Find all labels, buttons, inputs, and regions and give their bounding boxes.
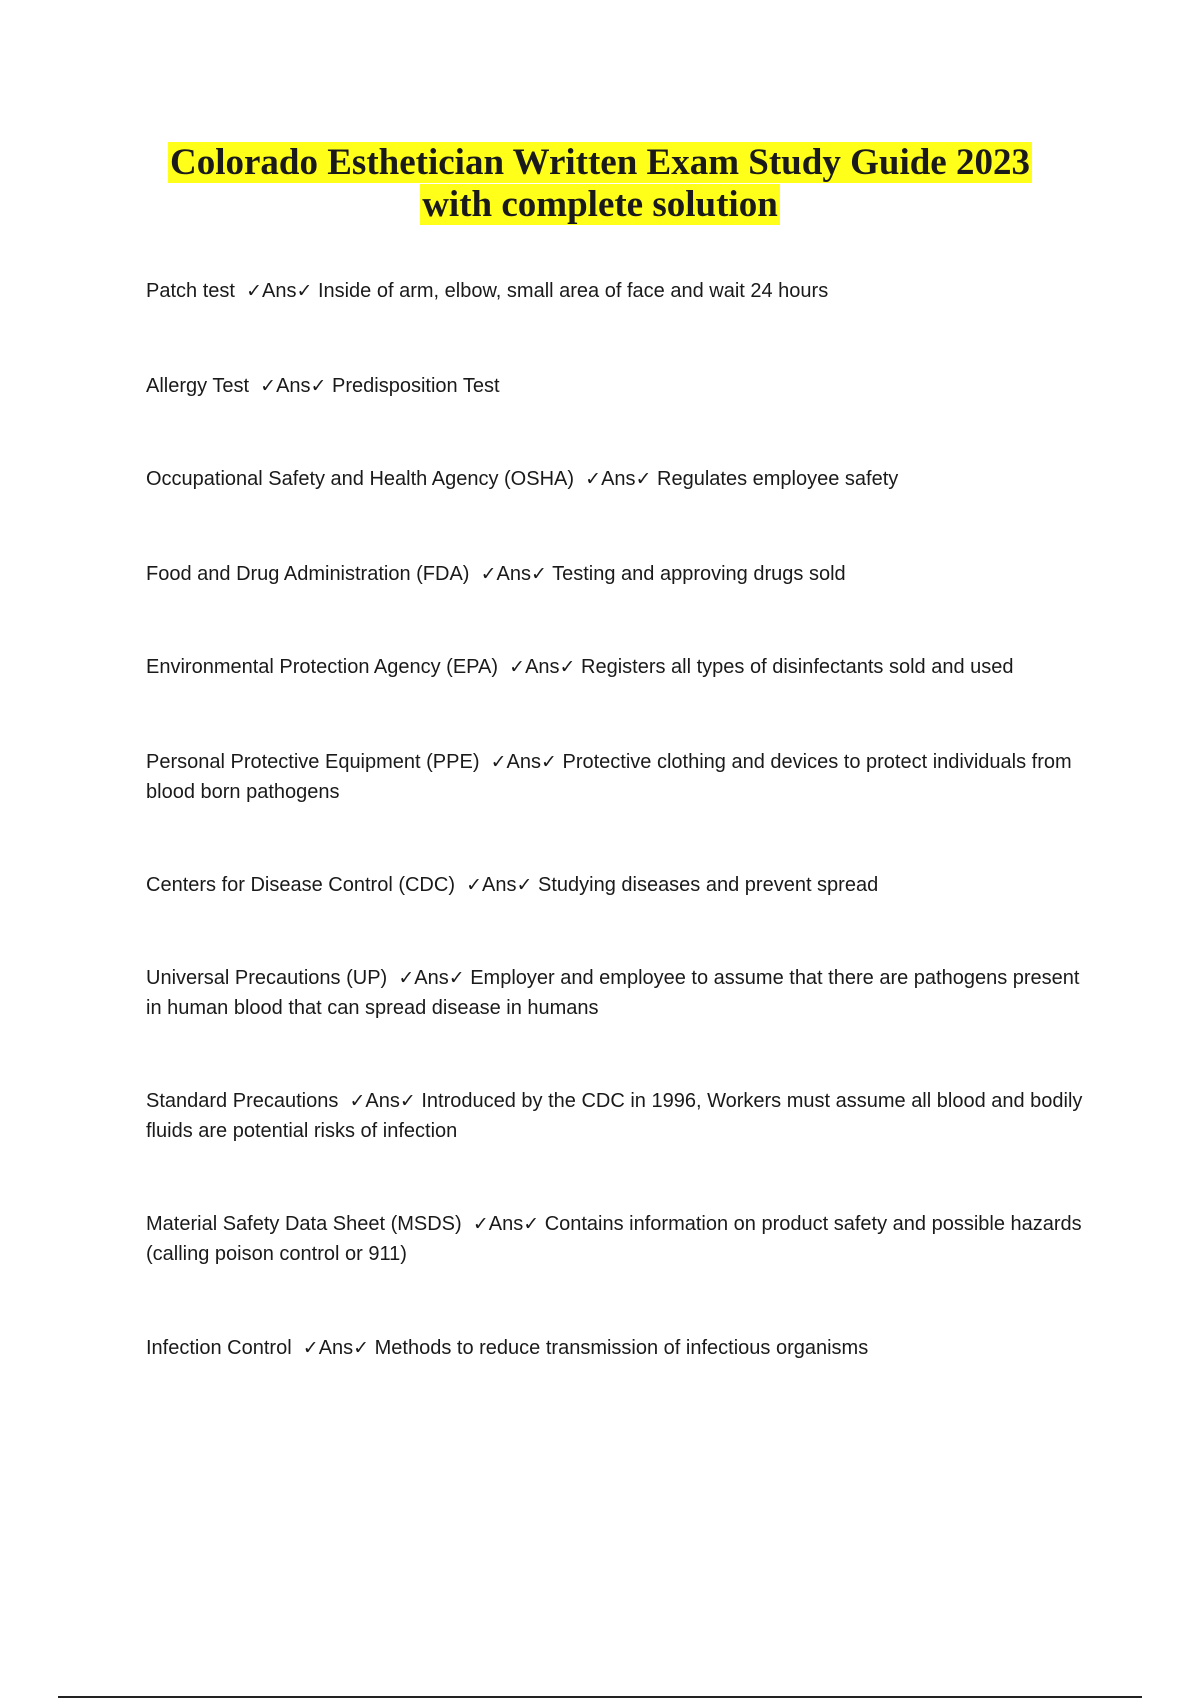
qa-answer: Introduced by the CDC in 1996, Workers must assume all blood and bodily fluids are potential risks of infection: [146, 1090, 1083, 1142]
answer-marker: Ans: [506, 751, 542, 773]
qa-item: [146, 1209, 1096, 1269]
check-icon: ✓: [398, 967, 415, 989]
title-line-1: Colorado Esthetician Written Exam Study Guide 2023: [170, 142, 1030, 183]
qa-answer: Studying diseases and prevent spread: [537, 874, 879, 896]
check-icon: ✓: [530, 563, 547, 585]
answer-marker: Ans: [276, 375, 311, 397]
check-icon: ✓: [523, 1213, 540, 1235]
check-icon: ✓: [490, 751, 507, 773]
qa-term: Centers for Disease Control (CDC): [146, 874, 455, 896]
check-icon: ✓: [480, 563, 497, 585]
qa-term: Universal Precautions (UP): [146, 967, 388, 989]
answer-marker: Ans: [414, 967, 449, 989]
qa-item: [146, 559, 1096, 589]
qa-answer: Registers all types of disinfectants sold and used: [581, 656, 1014, 678]
check-icon: ✓: [260, 375, 277, 397]
qa-item: [146, 747, 1096, 807]
qa-item: [146, 870, 1096, 900]
qa-term: Allergy Test: [146, 375, 250, 397]
check-icon: ✓: [296, 280, 313, 302]
qa-term: Personal Protective Equipment (PPE): [146, 751, 480, 773]
document-title: [100, 142, 1100, 226]
qa-item: [146, 1333, 1096, 1363]
qa-item: [146, 371, 1096, 401]
answer-marker: Ans: [601, 468, 636, 490]
qa-answer: Employer and employee to assume that there are pathogens present in human blood that can spread disease in humans: [146, 967, 1080, 1019]
check-icon: ✓: [302, 1337, 319, 1359]
check-icon: ✓: [349, 1090, 366, 1112]
check-icon: ✓: [399, 1090, 416, 1112]
check-icon: ✓: [516, 874, 533, 896]
answer-marker: Ans: [525, 656, 560, 678]
qa-answer: Protective clothing and devices to protect individuals from blood born pathogens: [146, 751, 1072, 803]
qa-term: Food and Drug Administration (FDA): [146, 563, 470, 585]
qa-item: [146, 963, 1096, 1023]
qa-answer: Testing and approving drugs sold: [552, 563, 846, 585]
check-icon: ✓: [472, 1213, 489, 1235]
qa-item: [146, 276, 1096, 306]
qa-answer: Contains information on product safety and possible hazards (calling poison control or 911): [146, 1213, 1082, 1265]
title-line-2: with complete solution: [422, 184, 778, 225]
page-bottom-rule: [58, 1696, 1142, 1698]
answer-marker: Ans: [496, 563, 531, 585]
check-icon: ✓: [509, 656, 526, 678]
check-icon: ✓: [585, 468, 602, 490]
check-icon: ✓: [353, 1337, 370, 1359]
qa-answer: Predisposition Test: [332, 375, 500, 397]
qa-term: Material Safety Data Sheet (MSDS): [146, 1213, 462, 1235]
check-icon: ✓: [310, 375, 327, 397]
qa-item: [146, 464, 1096, 494]
qa-term: Patch test: [146, 280, 235, 302]
qa-answer: Inside of arm, elbow, small area of face and wait 24 hours: [317, 280, 829, 302]
answer-marker: Ans: [261, 280, 297, 302]
qa-term: Environmental Protection Agency (EPA): [146, 656, 499, 678]
answer-marker: Ans: [365, 1090, 400, 1112]
check-icon: ✓: [448, 967, 465, 989]
answer-marker: Ans: [482, 874, 517, 896]
check-icon: ✓: [541, 751, 557, 773]
qa-answer: Methods to reduce transmission of infectious organisms: [374, 1337, 869, 1359]
qa-term: Infection Control: [146, 1337, 292, 1359]
check-icon: ✓: [466, 874, 483, 896]
qa-term: Standard Precautions: [146, 1090, 339, 1112]
answer-marker: Ans: [318, 1337, 354, 1359]
answer-marker: Ans: [488, 1213, 524, 1235]
check-icon: ✓: [635, 468, 652, 490]
qa-term: Occupational Safety and Health Agency (OSHA): [146, 468, 575, 490]
qa-item: [146, 652, 1096, 682]
qa-item: [146, 1086, 1096, 1146]
check-icon: ✓: [559, 656, 576, 678]
check-icon: ✓: [246, 280, 262, 302]
qa-answer: Regulates employee safety: [657, 468, 899, 490]
